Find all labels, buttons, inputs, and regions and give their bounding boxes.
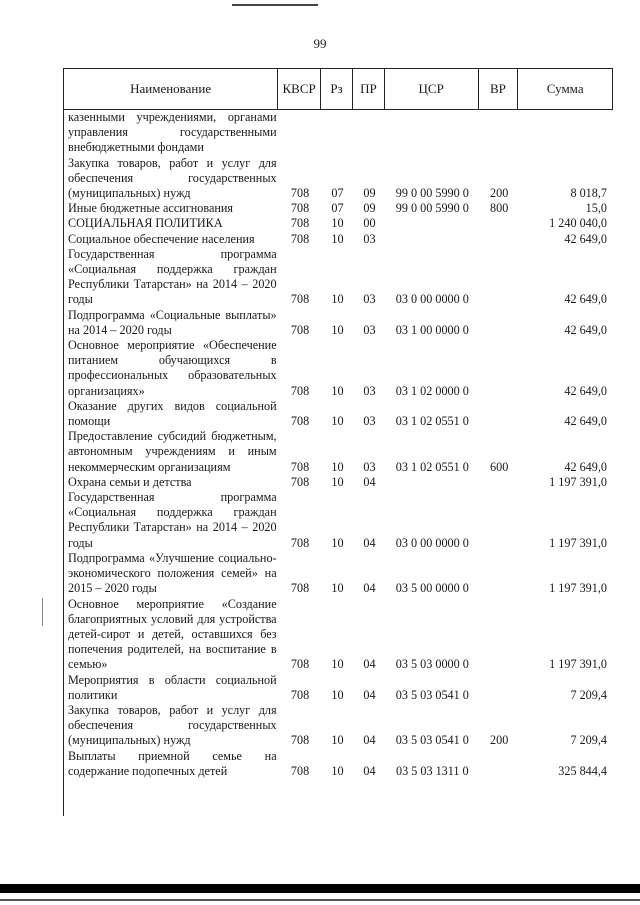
header-name: Наименование	[64, 69, 278, 109]
row-name: Закупка товаров, работ и услуг для обеспечения государственных (муниципальных) нужд	[68, 155, 277, 201]
row-name: Иные бюджетные ассигнования	[68, 201, 234, 216]
row-name: Основное мероприятие «Обеспечение питанием обучающихся в профессиональных образовательных организациях»	[68, 338, 277, 398]
row-pr: 04	[363, 535, 376, 550]
row-sum: 325 844,4	[558, 763, 607, 778]
row-csr: 03 5 03 1311 0	[395, 763, 469, 778]
row-csr: 03 5 03 0000 0	[395, 657, 469, 672]
row-name: Основное мероприятие «Создание благоприятных условий для устройства детей-сирот и детей, оставшихся без попечения родителей, на воспитание в семью»	[68, 596, 277, 672]
row-kvsr: 708	[290, 414, 310, 429]
row-pr: 04	[363, 763, 376, 778]
row-rz: 10	[331, 733, 344, 748]
row-csr: 99 0 00 5990 0	[395, 186, 469, 201]
row-rz: 07	[331, 186, 344, 201]
row-name: Подпрограмма «Социальные выплаты» на 2014 – 2020 годы	[68, 307, 277, 337]
row-csr: 99 0 00 5990 0	[395, 201, 469, 216]
table-row	[64, 551, 613, 597]
table-row	[64, 429, 613, 475]
row-pr: 03	[363, 292, 376, 307]
table-body	[63, 110, 613, 816]
row-sum: 1 240 040,0	[549, 216, 607, 231]
row-pr: 03	[363, 383, 376, 398]
row-kvsr: 708	[290, 322, 310, 337]
row-csr: 03 1 00 0000 0	[395, 322, 469, 337]
budget-table	[63, 68, 613, 816]
row-rz: 10	[331, 763, 344, 778]
row-kvsr: 708	[290, 657, 310, 672]
row-sum: 1 197 391,0	[549, 657, 607, 672]
row-name: Подпрограмма «Улучшение социально-экономического положения семей» на 2015 – 2020 годы	[68, 550, 277, 596]
row-kvsr: 708	[290, 733, 310, 748]
row-csr: 03 0 00 0000 0	[395, 292, 469, 307]
table-row	[64, 201, 613, 216]
row-csr: 03 5 00 0000 0	[395, 581, 469, 596]
row-pr: 04	[363, 474, 376, 489]
table-header	[63, 68, 613, 110]
row-rz: 10	[331, 581, 344, 596]
row-pr: 04	[363, 581, 376, 596]
row-rz: 07	[331, 201, 344, 216]
row-kvsr: 708	[290, 383, 310, 398]
row-pr: 04	[363, 687, 376, 702]
row-sum: 42 649,0	[564, 414, 607, 429]
scan-border	[0, 899, 640, 901]
row-name: Выплаты приемной семье на содержание подопечных детей	[68, 748, 277, 778]
row-rz: 10	[331, 216, 344, 231]
header-sum: Сумма	[546, 81, 584, 96]
table-row	[64, 338, 613, 399]
row-sum: 7 209,4	[570, 687, 607, 702]
row-pr: 04	[363, 733, 376, 748]
row-kvsr: 708	[290, 231, 310, 246]
scan-border	[0, 884, 640, 893]
table-row	[64, 703, 613, 749]
table-row	[64, 232, 613, 247]
row-name: СОЦИАЛЬНАЯ ПОЛИТИКА	[68, 216, 223, 231]
header-vr: ВР	[479, 69, 519, 109]
row-vr: 600	[490, 459, 509, 474]
table-row	[64, 490, 613, 551]
row-kvsr: 708	[290, 201, 310, 216]
row-sum: 1 197 391,0	[549, 535, 607, 550]
row-sum: 1 197 391,0	[549, 474, 607, 489]
header-kvsr: КВСР	[278, 69, 321, 109]
row-sum: 42 649,0	[564, 231, 607, 246]
row-name: казенными учреждениями, органами управления государственными внебюджетными фондами	[68, 110, 277, 155]
row-kvsr: 708	[290, 474, 310, 489]
row-name: Социальное обеспечение населения	[68, 231, 255, 246]
table-row	[64, 399, 613, 429]
row-name: Государственная программа «Социальная поддержка граждан Республики Татарстан» на 2014 – 2020 годы	[68, 246, 277, 307]
row-kvsr: 708	[290, 763, 310, 778]
row-rz: 10	[331, 474, 344, 489]
row-sum: 42 649,0	[564, 292, 607, 307]
row-sum: 7 209,4	[570, 733, 607, 748]
row-csr: 03 1 02 0551 0	[395, 414, 469, 429]
row-kvsr: 708	[290, 292, 310, 307]
row-pr: 04	[363, 657, 376, 672]
row-kvsr: 708	[290, 216, 310, 231]
row-vr: 800	[490, 201, 509, 216]
table-row	[64, 308, 613, 338]
header-pr: ПР	[353, 69, 385, 109]
table-row	[64, 749, 613, 779]
row-sum: 42 649,0	[564, 459, 607, 474]
row-pr: 03	[363, 459, 376, 474]
row-pr: 03	[363, 231, 376, 246]
table-row	[64, 110, 613, 156]
row-csr: 03 0 00 0000 0	[395, 535, 469, 550]
row-name: Закупка товаров, работ и услуг для обеспечения государственных (муниципальных) нужд	[68, 702, 277, 748]
row-name: Оказание других видов социальной помощи	[68, 398, 277, 429]
header-rz: Рз	[321, 69, 353, 109]
row-name: Охрана семьи и детства	[68, 474, 192, 489]
row-rz: 10	[331, 414, 344, 429]
row-rz: 10	[331, 231, 344, 246]
row-rz: 10	[331, 459, 344, 474]
row-kvsr: 708	[290, 687, 310, 702]
row-name: Государственная программа «Социальная поддержка граждан Республики Татарстан» на 2014 – 2020 годы	[68, 490, 277, 550]
row-rz: 10	[331, 322, 344, 337]
scan-mark	[232, 4, 318, 6]
scan-mark	[42, 598, 43, 626]
row-sum: 42 649,0	[564, 383, 607, 398]
row-kvsr: 708	[290, 186, 310, 201]
row-vr: 200	[490, 733, 509, 748]
row-pr: 09	[363, 186, 376, 201]
table-row	[64, 597, 613, 673]
row-pr: 03	[363, 414, 376, 429]
row-pr: 09	[363, 201, 376, 216]
row-rz: 10	[331, 687, 344, 702]
row-rz: 10	[331, 535, 344, 550]
table-row	[64, 216, 613, 231]
table-row	[64, 156, 613, 202]
page-number: 99	[313, 36, 327, 51]
row-csr: 03 1 02 0551 0	[395, 459, 469, 474]
row-csr: 03 5 03 0541 0	[395, 687, 469, 702]
row-name: Мероприятия в области социальной политики	[68, 672, 277, 702]
row-sum: 42 649,0	[564, 322, 607, 337]
row-kvsr: 708	[290, 459, 310, 474]
row-sum: 1 197 391,0	[549, 581, 607, 596]
row-vr: 200	[490, 186, 509, 201]
row-rz: 10	[331, 657, 344, 672]
row-name: Предоставление субсидий бюджетным, автономным учреждениям и иным некоммерческим организациям	[68, 429, 277, 474]
row-sum: 15,0	[585, 201, 607, 216]
row-sum: 8 018,7	[570, 186, 607, 201]
row-pr: 03	[363, 322, 376, 337]
table-row	[64, 673, 613, 703]
header-csr: ЦСР	[385, 69, 479, 109]
row-rz: 10	[331, 292, 344, 307]
row-csr: 03 1 02 0000 0	[395, 383, 469, 398]
row-rz: 10	[331, 383, 344, 398]
row-kvsr: 708	[290, 535, 310, 550]
row-pr: 00	[363, 216, 376, 231]
row-kvsr: 708	[290, 581, 310, 596]
table-row	[64, 247, 613, 308]
row-csr: 03 5 03 0541 0	[395, 733, 469, 748]
table-row	[64, 475, 613, 490]
